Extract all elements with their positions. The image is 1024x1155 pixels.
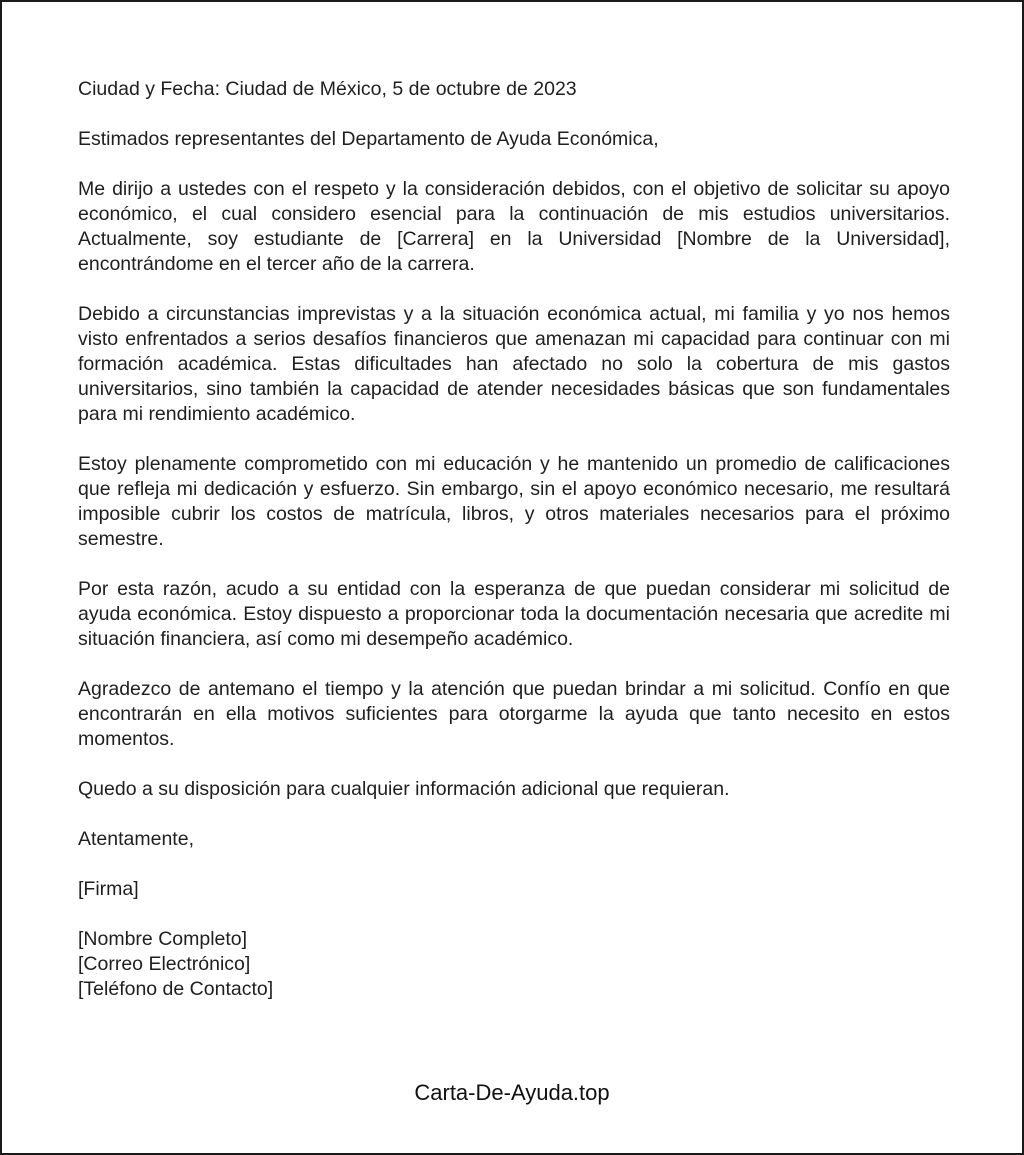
footer-site-name: Carta-De-Ayuda.top bbox=[414, 1080, 610, 1105]
contact-block bbox=[78, 927, 950, 1002]
paragraph-circumstances: Debido a circunstancias imprevistas y a la situación económica actual, mi familia y yo nos hemos visto enfrentados a serios desafíos financieros que amenazan mi capacidad para continuar con mi formación académica. Estas dificultades han afectado no solo la cobertura de mis gastos universitarios, sino también la capacidad de atender necesidades básicas que son fundamentales para mi rendimiento académico. bbox=[78, 303, 950, 425]
paragraph-thanks: Agradezco de antemano el tiempo y la atención que puedan brindar a mi solicitud. Confío en que encontrarán en ella motivos suficientes para otorgarme la ayuda que tanto necesito en estos momentos. bbox=[78, 678, 950, 750]
signature-placeholder: [Firma] bbox=[78, 878, 139, 900]
date-line: Ciudad y Fecha: Ciudad de México, 5 de octubre de 2023 bbox=[78, 78, 577, 100]
phone-placeholder: [Teléfono de Contacto] bbox=[78, 978, 274, 1000]
paragraph-documentation: Por esta razón, acudo a su entidad con la esperanza de que puedan considerar mi solicitud de ayuda económica. Estoy dispuesto a proporcionar toda la documentación necesaria que acredite mi situación financiera, así como mi desempeño académico. bbox=[78, 578, 950, 650]
paragraph-request: Me dirijo a ustedes con el respeto y la consideración debidos, con el objetivo de solicitar su apoyo económico, el cual considero esencial para la continuación de mis estudios universitarios. Actualmente, soy estudiante de [Carrera] en la Universidad [Nombre de la Universidad], encontrándome en el tercer año de la carrera. bbox=[78, 178, 950, 275]
letter-body bbox=[78, 77, 950, 1002]
paragraph-commitment: Estoy plenamente comprometido con mi educación y he mantenido un promedio de calificaciones que refleja mi dedicación y esfuerzo. Sin embargo, sin el apoyo económico necesario, me resultará imposible cubrir los costos de matrícula, libros, y otros materiales necesarios para el próximo semestre. bbox=[78, 453, 950, 550]
paragraph-availability: Quedo a su disposición para cualquier información adicional que requieran. bbox=[78, 778, 730, 800]
salutation: Estimados representantes del Departamento de Ayuda Económica, bbox=[78, 128, 659, 150]
email-placeholder: [Correo Electrónico] bbox=[78, 953, 251, 975]
closing: Atentamente, bbox=[78, 828, 194, 850]
full-name-placeholder: [Nombre Completo] bbox=[78, 928, 248, 950]
